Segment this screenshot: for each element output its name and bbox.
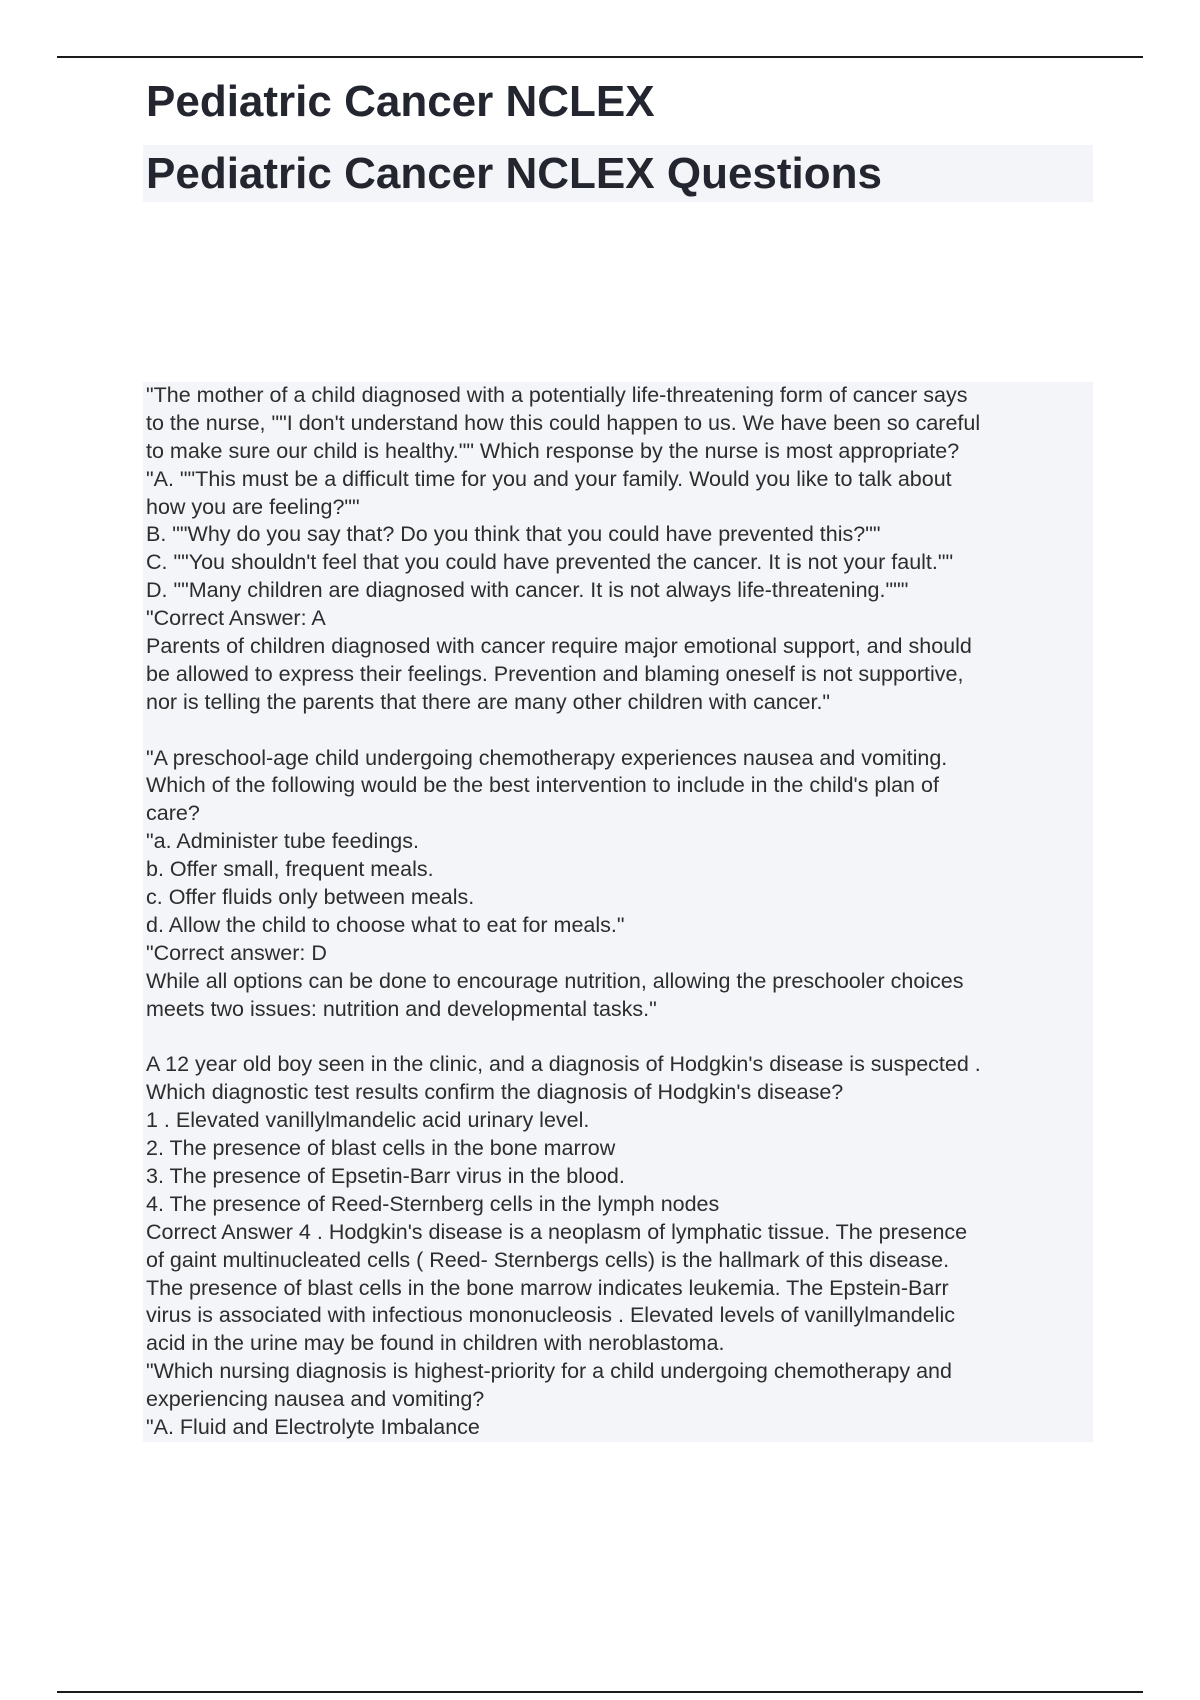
text-line: D. ""Many children are diagnosed with cancer. It is not always life-threatening.""" — [146, 578, 909, 603]
document-subtitle: Pediatric Cancer NCLEX Questions — [146, 149, 882, 198]
paragraph-gap — [146, 717, 1091, 745]
text-line: Which of the following would be the best intervention to include in the child's plan of — [146, 773, 939, 798]
text-line: "Correct Answer: A — [146, 606, 326, 631]
text-line: "A. ""This must be a difficult time for you and your family. Would you like to talk about — [146, 466, 952, 491]
text-line: "Correct answer: D — [146, 940, 327, 965]
questions-content — [146, 382, 1091, 1442]
text-line: b. Offer small, frequent meals. — [146, 857, 434, 882]
text-line: 2. The presence of blast cells in the bone marrow — [146, 1136, 616, 1161]
text-line: The presence of blast cells in the bone marrow indicates leukemia. The Epstein-Barr — [146, 1275, 949, 1300]
text-line: of gaint multinucleated cells ( Reed- Sternbergs cells) is the hallmark of this disease. — [146, 1247, 950, 1272]
paragraph-gap — [146, 1023, 1091, 1051]
question-block-3 — [146, 1051, 1091, 1441]
text-line: 4. The presence of Reed-Sternberg cells in the lymph nodes — [146, 1191, 720, 1216]
text-line: "The mother of a child diagnosed with a potentially life-threatening form of cancer says — [146, 383, 968, 407]
text-line: care? — [146, 801, 200, 826]
question-block-1 — [146, 382, 1091, 717]
text-line: "A preschool-age child undergoing chemotherapy experiences nausea and vomiting. — [146, 745, 948, 770]
text-line: A 12 year old boy seen in the clinic, and a diagnosis of Hodgkin's disease is suspected . — [146, 1052, 981, 1077]
question-block-2 — [146, 745, 1091, 1024]
text-line: "Which nursing diagnosis is highest-priority for a child undergoing chemotherapy and — [146, 1359, 952, 1384]
text-line: d. Allow the child to choose what to eat for meals." — [146, 912, 625, 937]
text-line: Parents of children diagnosed with cancer require major emotional support, and should — [146, 634, 972, 659]
text-line: to make sure our child is healthy."" Which response by the nurse is most appropriate? — [146, 438, 960, 463]
document-title: Pediatric Cancer NCLEX — [146, 77, 655, 126]
text-line: 3. The presence of Epsetin-Barr virus in the blood. — [146, 1163, 625, 1188]
footer-rule — [57, 1691, 1143, 1693]
text-line: "a. Administer tube feedings. — [146, 829, 419, 854]
text-line: While all options can be done to encourage nutrition, allowing the preschooler choices — [146, 968, 964, 993]
text-line: meets two issues: nutrition and developmental tasks." — [146, 996, 657, 1021]
text-line: experiencing nausea and vomiting? — [146, 1387, 485, 1412]
text-line: Correct Answer 4 . Hodgkin's disease is a neoplasm of lymphatic tissue. The presence — [146, 1219, 968, 1244]
text-line: to the nurse, ""I don't understand how this could happen to us. We have been so careful — [146, 410, 981, 435]
text-line: B. ""Why do you say that? Do you think that you could have prevented this?"" — [146, 522, 881, 547]
text-line: C. ""You shouldn't feel that you could have prevented the cancer. It is not your fault."" — [146, 550, 954, 575]
text-line: acid in the urine may be found in children with neroblastoma. — [146, 1331, 725, 1356]
text-line: Which diagnostic test results confirm the diagnosis of Hodgkin's disease? — [146, 1080, 844, 1105]
text-line: virus is associated with infectious mononucleosis . Elevated levels of vanillylmandelic — [146, 1303, 956, 1328]
text-line: "A. Fluid and Electrolyte Imbalance — [146, 1414, 480, 1439]
text-line: c. Offer fluids only between meals. — [146, 885, 475, 910]
text-line: be allowed to express their feelings. Prevention and blaming oneself is not supportive, — [146, 661, 964, 686]
header-rule — [57, 56, 1143, 58]
text-line: 1 . Elevated vanillylmandelic acid urinary level. — [146, 1108, 590, 1133]
text-line: how you are feeling?"" — [146, 494, 360, 519]
text-line: nor is telling the parents that there are many other children with cancer." — [146, 689, 831, 714]
